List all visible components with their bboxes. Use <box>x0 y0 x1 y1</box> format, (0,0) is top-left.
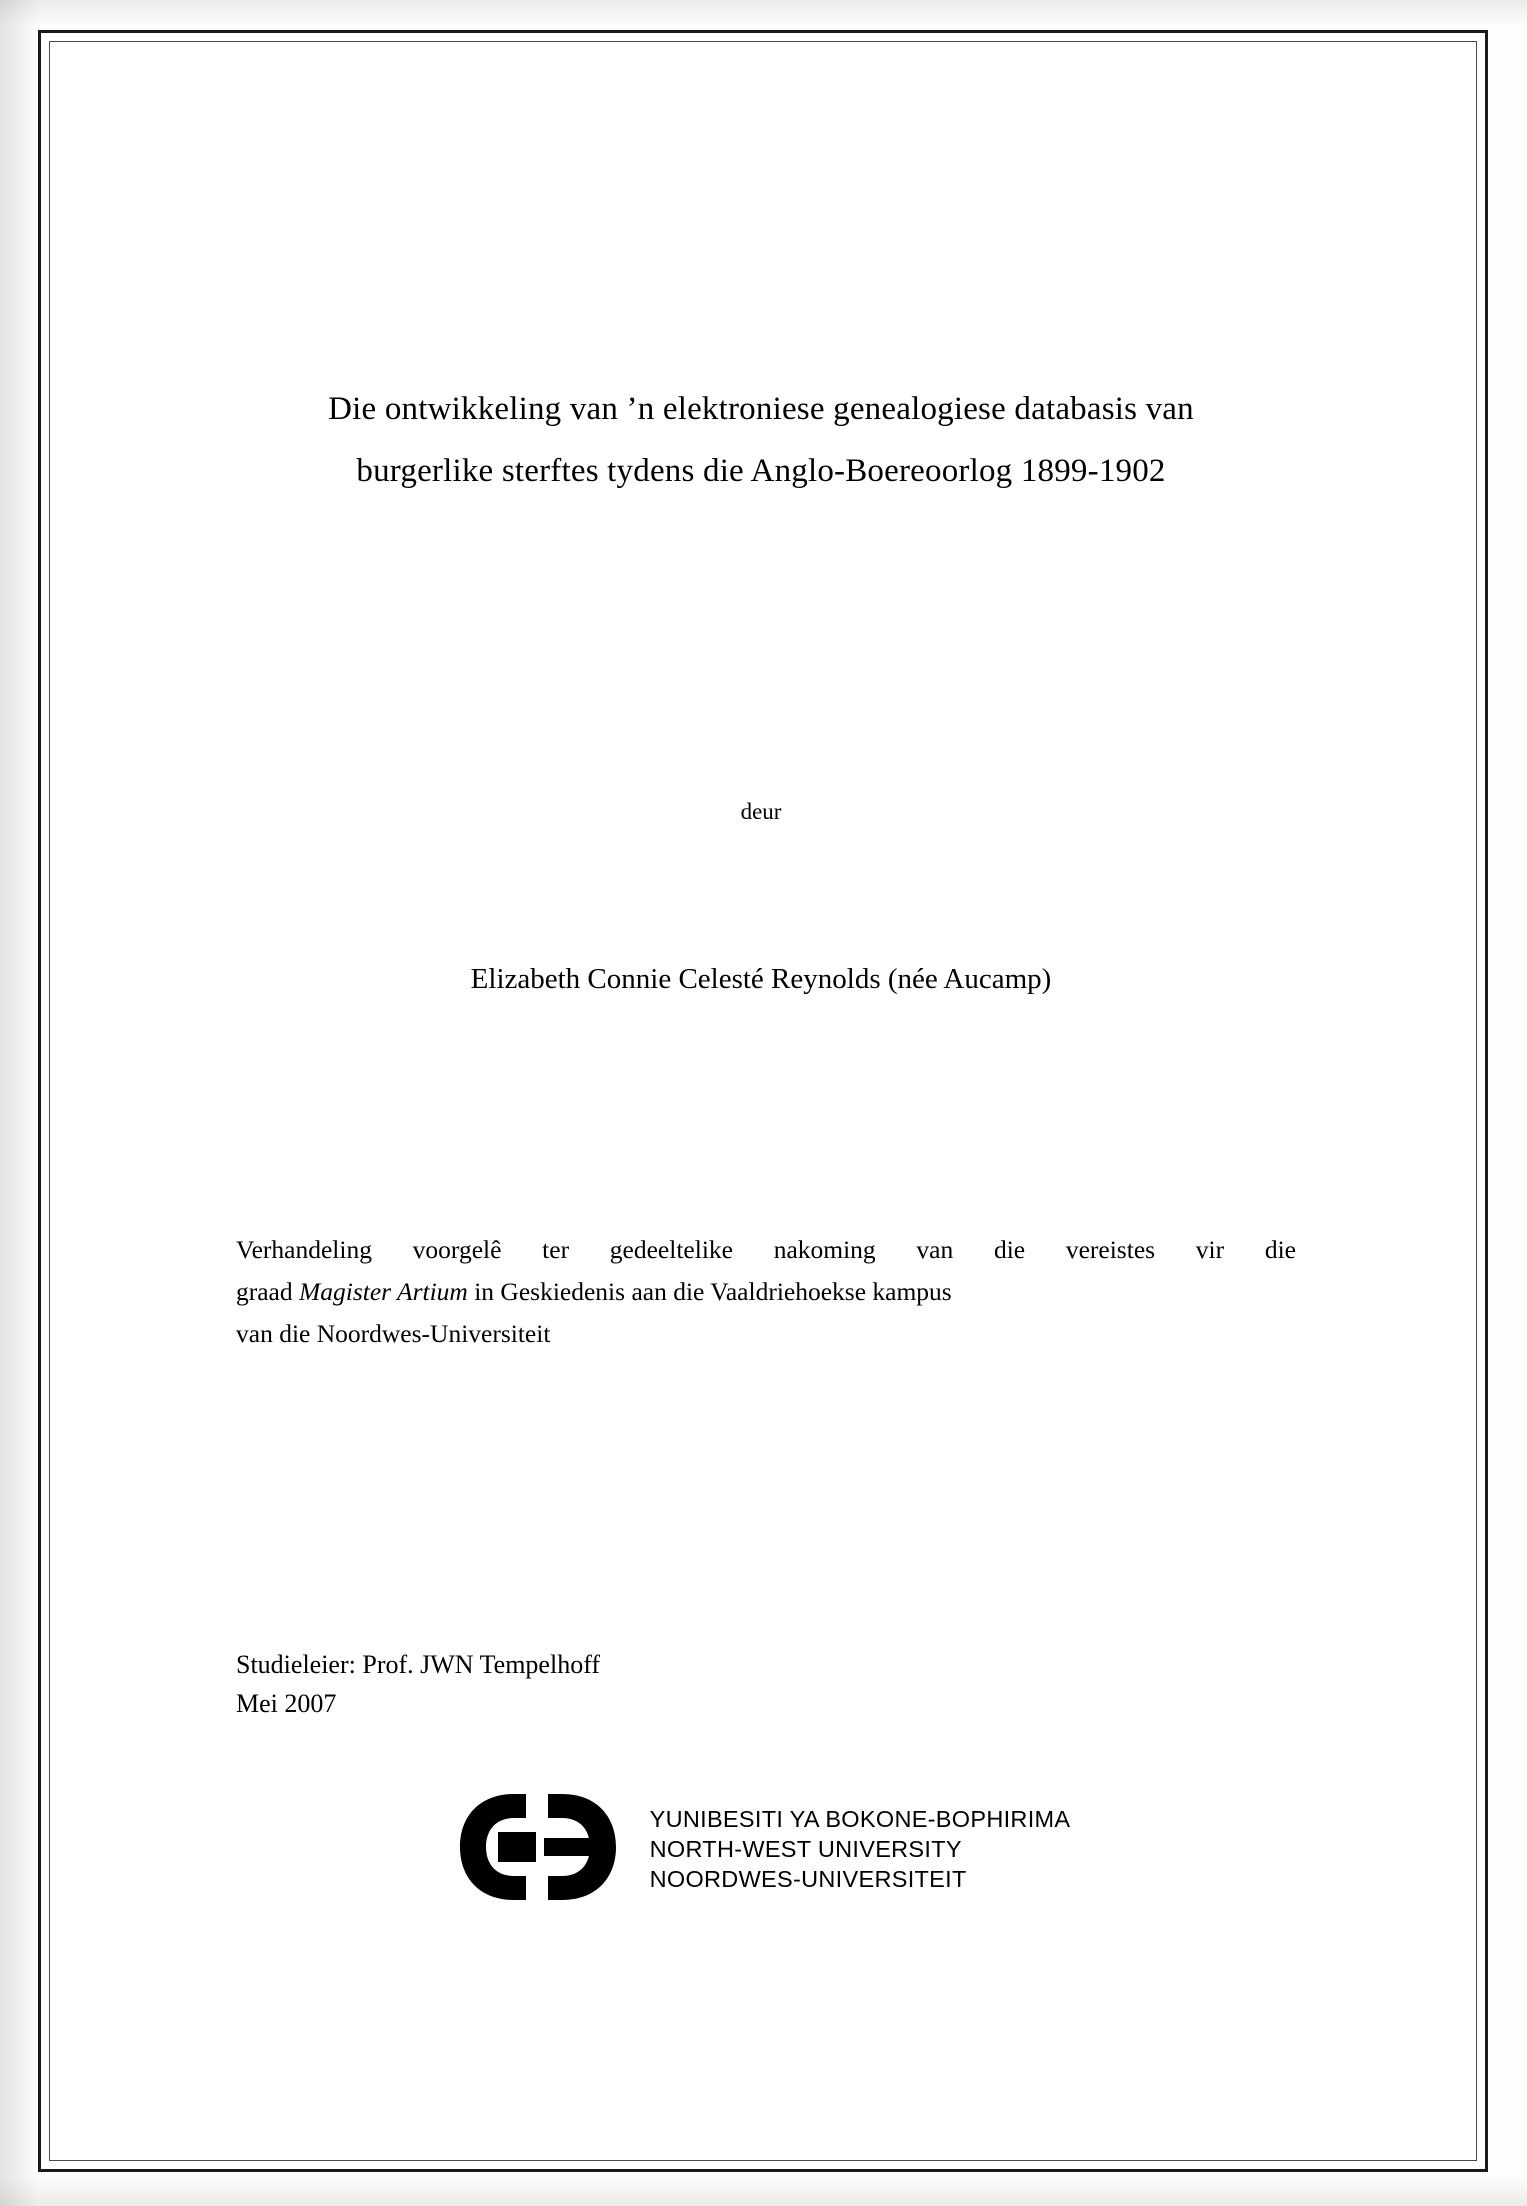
degree-statement-line-3: van die Noordwes-Universiteit <box>236 1319 551 1348</box>
page-border-frame <box>38 30 1488 2172</box>
university-logo <box>191 1788 1331 1906</box>
scan-edge-shadow-top <box>0 0 1527 26</box>
thesis-title-line-2: burgerlike sterftes tydens die Anglo-Boereoorlog 1899-1902 <box>356 453 1166 489</box>
thesis-title <box>191 378 1331 502</box>
degree-statement <box>236 1229 1296 1355</box>
submission-date: Mei 2007 <box>236 1689 337 1718</box>
nwu-logo-icon <box>452 1788 640 1906</box>
degree-statement-line-2 <box>236 1271 1296 1313</box>
supervisor-line: Studieleier: Prof. JWN Tempelhoff <box>236 1650 601 1679</box>
degree-statement-line-2-suffix: in Geskiedenis aan die Vaaldriehoekse kampus <box>467 1277 952 1306</box>
by-label: deur <box>740 799 782 824</box>
thesis-title-line-1: Die ontwikkeling van ’n elektroniese genealogiese databasis van <box>328 391 1194 427</box>
author-name: Elizabeth Connie Celesté Reynolds (née Aucamp) <box>470 963 1052 995</box>
title-page-content <box>191 33 1331 2169</box>
scan-edge-shadow-bottom <box>0 2176 1527 2206</box>
logo-text-line-3: NOORDWES-UNIVERSITEIT <box>649 1866 967 1892</box>
scan-edge-shadow-left <box>0 0 40 2206</box>
degree-statement-line-1: Verhandeling voorgelê ter gedeeltelike nakoming van die vereistes vir die <box>236 1235 1296 1264</box>
logo-text-line-1: YUNIBESITI YA BOKONE-BOPHIRIMA <box>649 1806 1071 1832</box>
degree-name-italic: Magister Artium <box>299 1277 468 1306</box>
university-logo-text <box>650 1800 1071 1894</box>
degree-statement-line-2-prefix: graad <box>236 1277 300 1306</box>
logo-text-line-2: NORTH-WEST UNIVERSITY <box>649 1836 962 1862</box>
supervisor-block <box>236 1645 1136 1723</box>
